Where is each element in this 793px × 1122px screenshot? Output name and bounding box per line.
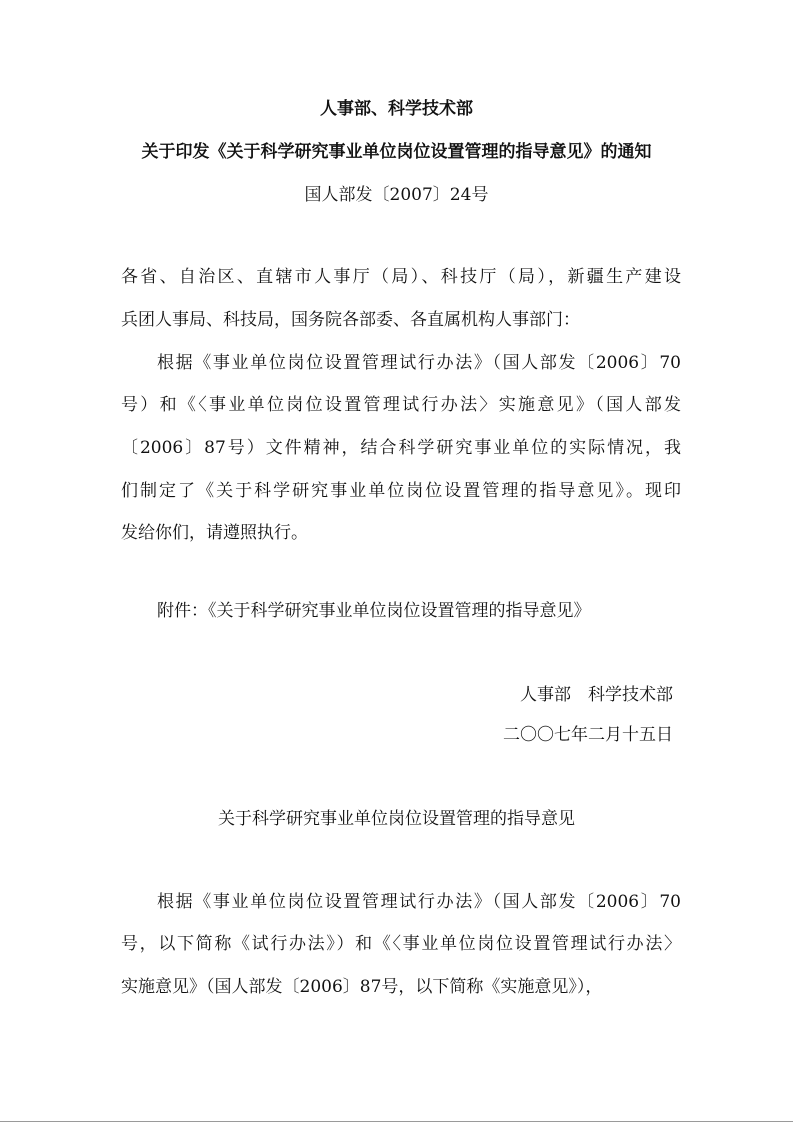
addressee-line: 兵团人事局、科技局，国务院各部委、各直属机构人事部门： [121, 310, 580, 330]
notice-title: 关于印发《关于科学研究事业单位岗位设置管理的指导意见》的通知 [141, 142, 652, 162]
document-number: 国人部发〔2007〕24号 [304, 185, 489, 205]
guidance-body-line: 号，以下简称《试行办法》）和《〈事业单位岗位设置管理试行办法〉 [121, 934, 681, 954]
attachment-line: 附件：《关于科学研究事业单位岗位设置管理的指导意见》 [157, 601, 591, 621]
guidance-body-line: 根据《事业单位岗位设置管理试行办法》（国人部发〔2006〕70 [157, 892, 681, 912]
signatories: 人事部 科学技术部 [520, 685, 673, 705]
issuer-heading: 人事部、科学技术部 [320, 99, 473, 119]
notice-body-line: 们制定了《关于科学研究事业单位岗位设置管理的指导意见》。现印 [121, 481, 681, 501]
notice-body-line: 根据《事业单位岗位设置管理试行办法》（国人部发〔2006〕70 [157, 353, 681, 373]
notice-body-line: 发给你们，请遵照执行。 [121, 523, 308, 543]
addressee-line: 各省、自治区、直辖市人事厅（局）、科技厅（局），新疆生产建设 [121, 267, 681, 287]
guidance-body-line: 实施意见》（国人部发〔2006〕87号，以下简称《实施意见》）， [121, 977, 603, 997]
notice-body-line: 〔2006〕87号）文件精神，结合科学研究事业单位的实际情况，我 [121, 438, 681, 458]
notice-body-line: 号）和《〈事业单位岗位设置管理试行办法〉实施意见》（国人部发 [121, 395, 681, 415]
guidance-title: 关于科学研究事业单位岗位设置管理的指导意见 [218, 809, 575, 829]
issue-date: 二〇〇七年二月十五日 [503, 725, 673, 745]
